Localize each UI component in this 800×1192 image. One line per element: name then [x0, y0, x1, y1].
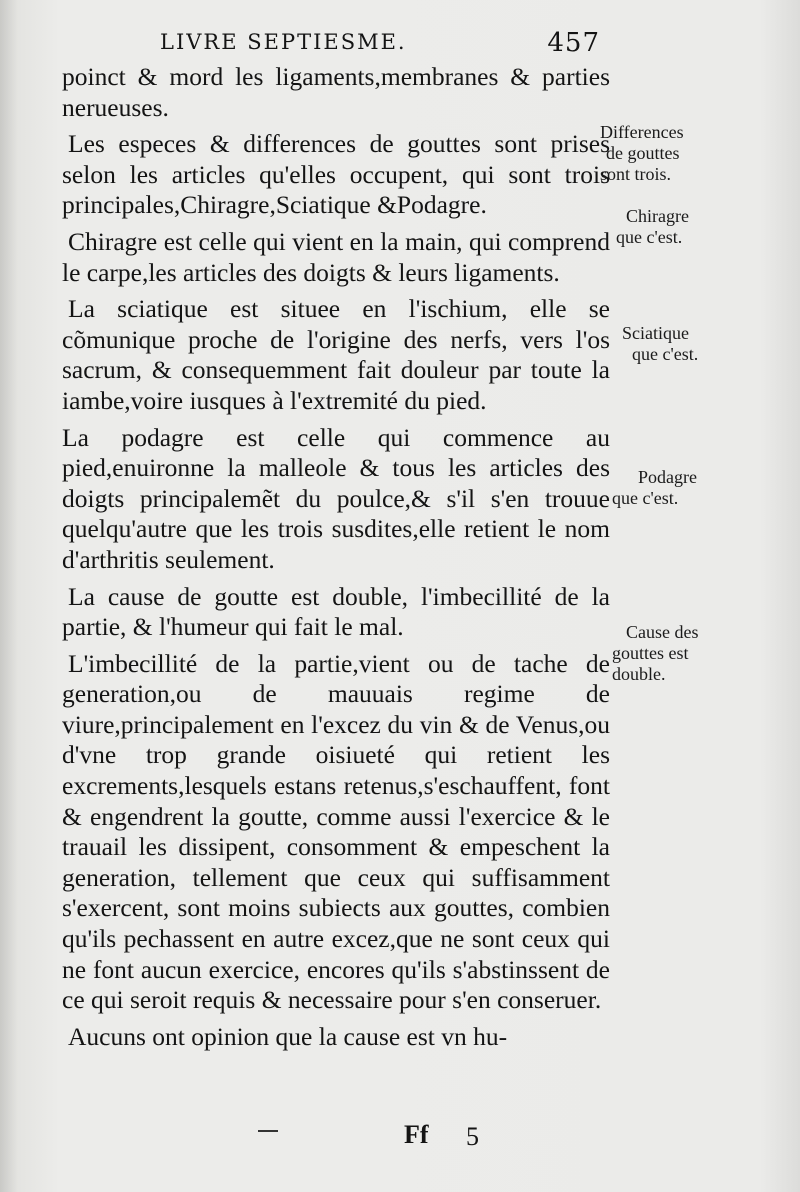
margin-note-line: de gouttes [606, 143, 680, 163]
margin-note-line: double. [612, 664, 666, 684]
paragraph: Aucuns ont opinion que la cause est vn hu- [68, 1021, 508, 1051]
footer-rule [258, 1130, 278, 1132]
margin-note-line: Differences [600, 122, 684, 142]
page-footer [250, 1120, 510, 1160]
running-title: LIVRE SEPTIESME. [160, 30, 407, 54]
paragraph: Les especes & differences de gouttes sont prises selon les articles qu'elles occupent, qui sont trois principales,Chiragre,Sciatique &Podagre. [62, 129, 610, 220]
margin-note-line: Chiragre [626, 206, 689, 226]
margin-note-differences [600, 122, 684, 185]
margin-note-cause [612, 622, 698, 685]
margin-note-chiragre [616, 206, 689, 248]
paragraph: La cause de goutte est double, l'imbecillité de la partie, & l'humeur qui fait le mal. [62, 581, 610, 642]
margin-note-line: Cause des [626, 622, 699, 642]
margin-note-line: Sciatique [622, 323, 689, 343]
margin-note-podagre [612, 467, 697, 509]
paragraph: Chiragre est celle qui vient en la main, qui comprend le carpe,les articles des doigts & leurs ligaments. [62, 226, 610, 287]
margin-note-line: que c'est. [616, 227, 683, 247]
page-number: 457 [547, 28, 600, 58]
running-header [160, 28, 600, 62]
signature-number: 5 [466, 1122, 479, 1151]
paragraph: La sciatique est situee en l'ischium, elle se cõmunique proche de l'origine des nerfs, vers l'os sacrum, & consequemment fait douleur par toute la iambe,voire iusques à l'extremité du pied. [62, 294, 610, 415]
margin-note-line: que c'est. [632, 344, 699, 364]
margin-note-line: gouttes est [612, 643, 689, 663]
paragraph: poinct & mord les ligaments,membranes & parties nerueuses. [62, 62, 610, 122]
margin-note-line: Podagre [638, 467, 697, 487]
main-text [62, 62, 610, 1058]
margin-note-sciatique [622, 323, 698, 365]
signature-mark: Ff [404, 1120, 429, 1149]
margin-note-line: sont trois. [600, 164, 672, 184]
margin-note-line: que c'est. [612, 488, 679, 508]
paragraph: L'imbecillité de la partie,vient ou de tache de generation,ou de mauuais regime de viure,principalement en l'excez du vin & de Venus,ou d'vne trop grande oisiueté qui retient les excrements,lesquels estans retenus,s'eschauffent, font & engendrent la goutte, comme aussi l'exercice & le trauail les dissipent, consomment & empeschent la generation, tellement que ceux qui suffisamment s'exercent, sont moins subiects aux gouttes, combien qu'ils pechassent en autre excez,que ne sont ceux qui ne font aucun exercice, encores qu'ils s'abstinssent de ce qui seroit requis & necessaire pour s'en conseruer. [62, 648, 610, 1015]
paragraph: La podagre est celle qui commence au pied,enuironne la malleole & tous les articles des doigts principalemẽt du poulce,& s'il s'en trouue quelqu'autre que les trois susdites,elle retient le nom d'arthritis seulement. [62, 422, 610, 574]
